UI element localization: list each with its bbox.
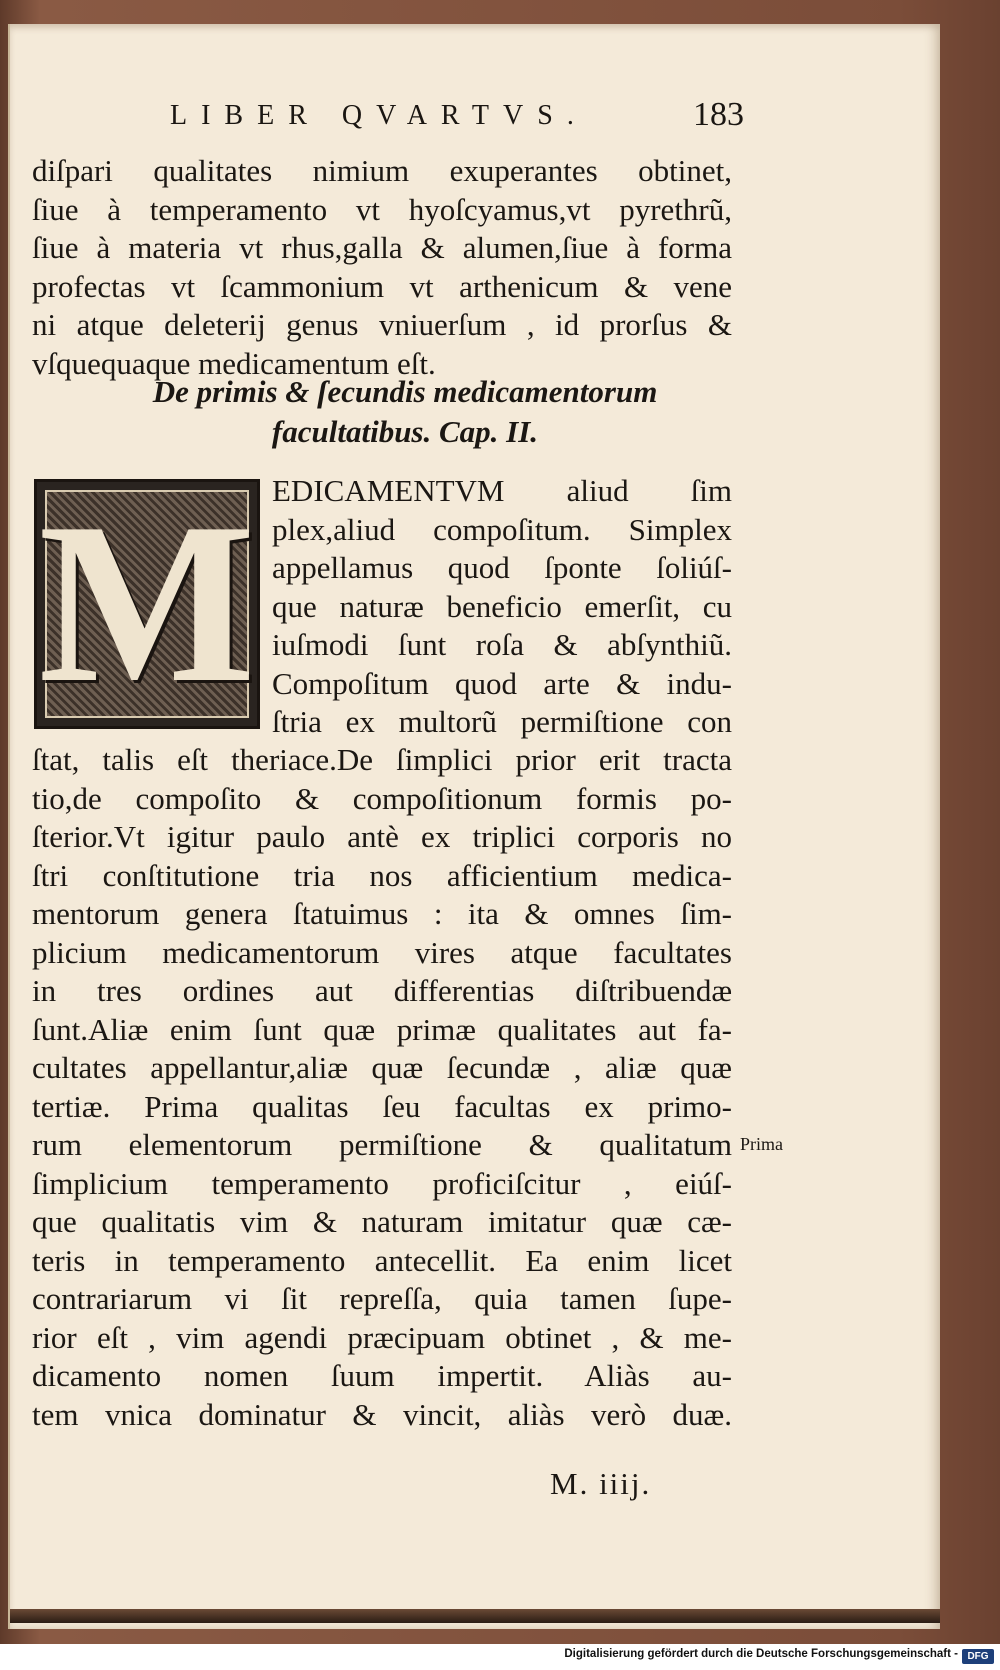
text-line: ſimplicium temperamento proficiſcitur , eiúſ-: [32, 1165, 732, 1201]
text-line: ſiue à temperamento vt hyoſcyamus,vt pyrethrũ,: [32, 191, 732, 227]
chapter-heading-line: facultatibus. Cap. II.: [271, 414, 539, 449]
book-page: [8, 24, 940, 1629]
chapter-heading-line: De primis & ſecundis medicamentorum: [152, 374, 658, 409]
dfg-logo: DFG: [962, 1649, 994, 1664]
text-line: dicamento nomen ſuum impertit. Aliàs au-: [32, 1358, 732, 1393]
text-line: EDICAMENTVM aliud ſim: [272, 473, 732, 508]
chapter-heading: [95, 372, 715, 452]
text-line: ſtria ex multorũ permiſtione con: [272, 704, 732, 739]
body-paragraph: [32, 741, 732, 1434]
text-line: tertiæ. Prima qualitas ſeu facultas ex primo-: [32, 1088, 732, 1124]
text-line: tio,de compoſito & compoſitionum formis po-: [32, 780, 732, 816]
text-line: Compoſitum quod arte & indu-: [272, 665, 732, 701]
text-line: appellamus quod ſponte ſoliúſ-: [272, 550, 732, 585]
opening-paragraph: [32, 152, 732, 383]
running-head: [160, 84, 744, 134]
text-line: ſterior.Vt igitur paulo antè ex triplici corporis no: [32, 819, 732, 854]
footer-bar: [0, 1644, 1000, 1670]
text-line: vſquequaque medicamentum eſt.: [32, 345, 436, 381]
text-line: ni atque deleterij genus vniuerſum , id prorſus &: [32, 307, 732, 342]
text-line: tem vnica dominatur & vincit, aliàs verò duæ.: [32, 1396, 732, 1432]
text-line: ſtat, talis eſt theriace.De ſimplici prior erit tracta: [32, 742, 732, 777]
text-line: plicium medicamentorum vires atque facultates: [32, 934, 732, 970]
text-line: contrariarum vi ſit repreſſa, quia tamen ſupe-: [32, 1281, 732, 1316]
text-line: rior eſt , vim agendi præcipuam obtinet , & me-: [32, 1319, 732, 1355]
initial-paragraph: [272, 472, 732, 742]
signature-mark: M. iiij.: [550, 1466, 652, 1501]
text-line: diſpari qualitates nimium exuperantes obtinet,: [32, 153, 732, 188]
marginal-note: Prima: [740, 1134, 783, 1154]
text-line: rum elementorum permiſtione & qualitatum: [32, 1127, 732, 1162]
initial-letter: M: [38, 475, 256, 730]
text-line: teris in temperamento antecellit. Ea enim licet: [32, 1242, 732, 1278]
text-line: plex,aliud compoſitum. Simplex: [272, 511, 732, 547]
text-line: ſtri conſtitutione tria nos afficientium medica-: [32, 857, 732, 893]
running-head-title: LIBER QVARTVS.: [170, 100, 588, 131]
text-line: ſiue à materia vt rhus,galla & alumen,ſiue à forma: [32, 230, 732, 265]
text-line: cultates appellantur,aliæ quæ ſecundæ , aliæ quæ: [32, 1050, 732, 1085]
text-line: que naturæ beneficio emerſit, cu: [272, 588, 732, 624]
text-line: iuſmodi ſunt roſa & abſynthiũ.: [272, 627, 732, 662]
decorated-initial: [34, 475, 260, 730]
text-line: ſunt.Aliæ enim ſunt quæ primæ qualitates aut fa-: [32, 1011, 732, 1047]
text-line: profectas vt ſcammonium vt arthenicum & vene: [32, 268, 732, 304]
page-number: 183: [693, 96, 744, 133]
text-line: mentorum genera ſtatuimus : ita & omnes ſim-: [32, 896, 732, 931]
funding-credit: Digitalisierung gefördert durch die Deutsche Forschungsgemeinschaft -: [564, 1648, 958, 1660]
text-line: in tres ordines aut differentias diſtribuendæ: [32, 973, 732, 1008]
text-line: que qualitatis vim & naturam imitatur quæ cæ-: [32, 1204, 732, 1239]
